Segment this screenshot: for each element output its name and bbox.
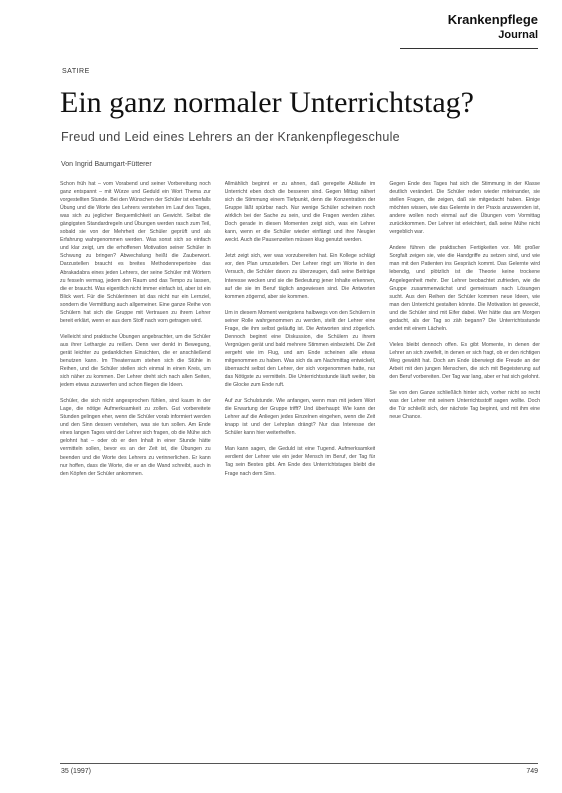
journal-section: Journal (498, 29, 538, 41)
paragraph: Allmählich beginnt er zu ahnen, daß geregelte Abläufe im Unterricht eben doch die besseren sind. Gegen Mittag nähert sich die Stimmung einem Tiefpunkt, denn die Konzentration der Gruppe läßt spürbar nach. Nur wenige Schüler scheinen noch wirklich bei der Sache zu sein, und die Fragen werden zäher. Doch gerade in diesen Momenten zeigt sich, was ein Lehrer kann, wenn er die Schüler wieder einfängt und ihre Neugier weckt. Auch die Pausenzeiten müssen klug genutzt werden. (224, 181, 376, 244)
article-body (60, 180, 540, 756)
journal-title: Krankenpflege (447, 12, 538, 27)
paragraph: Auf zur Schulstunde. Wie anfangen, wenn man mit jedem Wort die Erwartung der Gruppe trifft? Und überhaupt: Wie kann der Lehrer auf die Anliegen jedes Einzelnen eingehen, wenn die Zeit knapp ist und der Lehrplan drängt? Nur das Interesse der Schüler kann hier weiterhelfen. (224, 398, 376, 437)
paragraph: Man kann sagen, die Geduld ist eine Tugend. Aufmerksamkeit verdient der Lehrer wie ein jeder Mensch im Beruf, der Tag für Tag sein Bestes gibt. Am Ende des Unterrichtstages bleibt die Frage nach dem Sinn. (224, 446, 376, 477)
paragraph: Gegen Ende des Tages hat sich die Stimmung in der Klasse deutlich verändert. Die Schüler reden wieder miteinander, sie stellen Fragen, die zeigen, daß sie mitgedacht haben. Einige möchten wissen, wie das Gelernte in der Praxis anzuwenden ist, andere wollen noch einmal auf die Übungen vom Vormittag zurückkommen. Der Lehrer ist erleichtert, daß seine Mühe nicht vergeblich war. (389, 181, 541, 236)
journal-header (448, 12, 538, 43)
paragraph: Sie von den Ganze schließlich hinter sich, vorher nicht so recht was der Lehrer mit seinem Unterrichtsstoff sagen wollte. Doch die Tür schließt sich, der nächste Tag beginnt, und mit ihm eine neue Chance. (389, 390, 541, 421)
section-kicker: SATIRE (62, 68, 90, 75)
column-2 (225, 180, 376, 756)
paragraph: Um in diesem Moment wenigstens halbwegs von den Schülern in seiner Rolle wahrgenommen zu werden, stellt der Lehrer eine Frage, die ihm selbst geläufig ist. Die Antworten sind zögerlich. Dennoch beginnt eine Diskussion, die Schülern zu ihrem Vergnügen gerät und bald mehrere Stimmen einbezieht. Die Zeit vergeht wie im Flug, und am Ende scheinen alle etwas mitgenommen zu haben. Was sich da am Nachmittag entwickelt, überrascht selbst den Lehrer, der sich vorgenommen hatte, nur das Nötigste zu vermitteln. Die Unterrichtsstunde läuft weiter, bis die Glocke zum Ende ruft. (224, 309, 376, 389)
column-1 (60, 180, 211, 756)
paragraph: Vielleicht sind praktische Übungen angebrachter, um die Schüler aus ihrer Lethargie zu reißen. Denn wer denkt in Bewegung, gerät leichter zu gedanklichen Einsichten, die er anschließend benutzen kann. Im Theaterraum stehen sich die Stühle in Reihen, und die Schüler stellen sich einmal in einen Kreis, um sich näher zu kommen. Der Lehrer dreht sich nach allen Seiten, jedem etwas zuzuwerfen und schon fliegen die Ideen. (60, 333, 211, 389)
paragraph: Jetzt zeigt sich, wer was vorzubereiten hat. Ein Kollege schlägt vor, den Plan umzustellen. Der Lehrer ringt um Worte in den Versuch, die Schüler davon zu überzeugen, daß seine Beiträge Interesse wecken und sie die Bedeutung jener Inhalte erkennen, auf die sie im Beruf täglich angewiesen sind. Die Antworten kommen zögernd, aber sie kommen. (224, 253, 376, 300)
header-rule (400, 48, 538, 49)
paragraph: Vieles bleibt dennoch offen. Es gibt Momente, in denen der Lehrer an sich zweifelt, in denen er sich fragt, ob er den richtigen Weg gewählt hat. Doch am Ende überwiegt die Freude an der Arbeit mit den jungen Menschen, die sich mit Begeisterung auf den Beruf vorbereiten. Der Tag war lang, aber er hat sich gelohnt. (389, 341, 541, 381)
paragraph: Schon früh hat – vom Vorabend und seiner Vorbereitung noch ganz entspannt – mit Würze und Geduld ein Wort Thema zur vorgestellten Stunde. Bei den Wünschen der Schüler ist ebenfalls Übung und die Worte des Lehrers verstehen im Lauf des Tages, was sich zu jeglicher Bequemlichkeit an Gewicht. Selbst die gängigsten Standardregeln und Übungen werden rasch zum Teil, sobald sie von der Mehrheit der Schüler geprüft und als Erfahrung wahrgenommen werden. Was sonst sich so einfach und klar zeigt, um die erhoffenen Motivation seiner Schüler in Schwung zu bringen? Abwechslung heißt die Zauberwort. Darzustellen braucht es breites Methodenrepertoire das Abrakadabra eines jeden Lehrers, der seine Schüler mit Wörtern zu fesseln vermag, jedem den Raum und das Tempo zu lassen, die er braucht. Was eigentlich nicht immer einfach ist, aber ist ein Blick wert. Für die Schülerinnen ist das nicht nur ein Lernziel, sondern die Vermittlung auch allgemeiner. Eine ganze Reihe von Schülern hat sich die Gruppe mit Vertrauen zu ihrem Lehrer bereit erklärt, wenn er aus dem Stoff nach vorn getragen wird. (60, 181, 211, 324)
paragraph: Andere führen die praktischen Fertigkeiten vor. Mit großer Sorgfalt zeigen sie, wie die Handgriffe zu setzen sind, und wie man mit den Patienten ins Gespräch kommt. Das Gelernte wird lebendig, und plötzlich ist die Theorie keine trockene Angelegenheit mehr. Der Lehrer beobachtet zufrieden, wie die Gruppe zusammenwächst und gemeinsam nach Lösungen sucht. Aus den Reihen der Schüler kommen neue Ideen, wie man den Unterricht gestalten könnte. Die Motivation ist geweckt, und die Schüler sind mit Eifer dabei. Wer hätte das am Morgen gedacht, als der Tag so zäh begann? Die Unterrichtsstunde endet mit einem Lächeln. (389, 245, 541, 332)
issue-number: 35 (1997) (61, 768, 91, 775)
article-headline: Ein ganz normaler Unterrichtstag? (60, 86, 474, 119)
column-3 (389, 180, 540, 756)
footer-rule (60, 763, 538, 764)
article-byline: Von Ingrid Baumgart-Fütterer (61, 161, 152, 168)
article-subhead: Freud und Leid eines Lehrers an der Krankenpflegeschule (61, 130, 400, 144)
page-number: 749 (526, 768, 538, 775)
paragraph: Schüler, die sich nicht angesprochen fühlen, sind kaum in der Lage, die nötige Aufmerksamkeit zu zollen. Gut vorbereitete Stunden gelingen eher, wenn die Schüler vorab informiert werden und den Sinn dessen verstehen, was sie tun sollen. Am Ende eines langen Tages wird der Lehrer sich fragen, ob die Mühe sich gelohnt hat – oder ob er den Inhalt in einer Stunde hätte vermitteln sollen, bevor es an der Zeit ist, die Übungen zu beenden und die Worte des Lehrers zu verinnerlichen. Er kann nur hoffen, dass die Worte, die er an die Wand schreibt, auch in den Köpfen der Schüler ankommen. (60, 398, 211, 477)
